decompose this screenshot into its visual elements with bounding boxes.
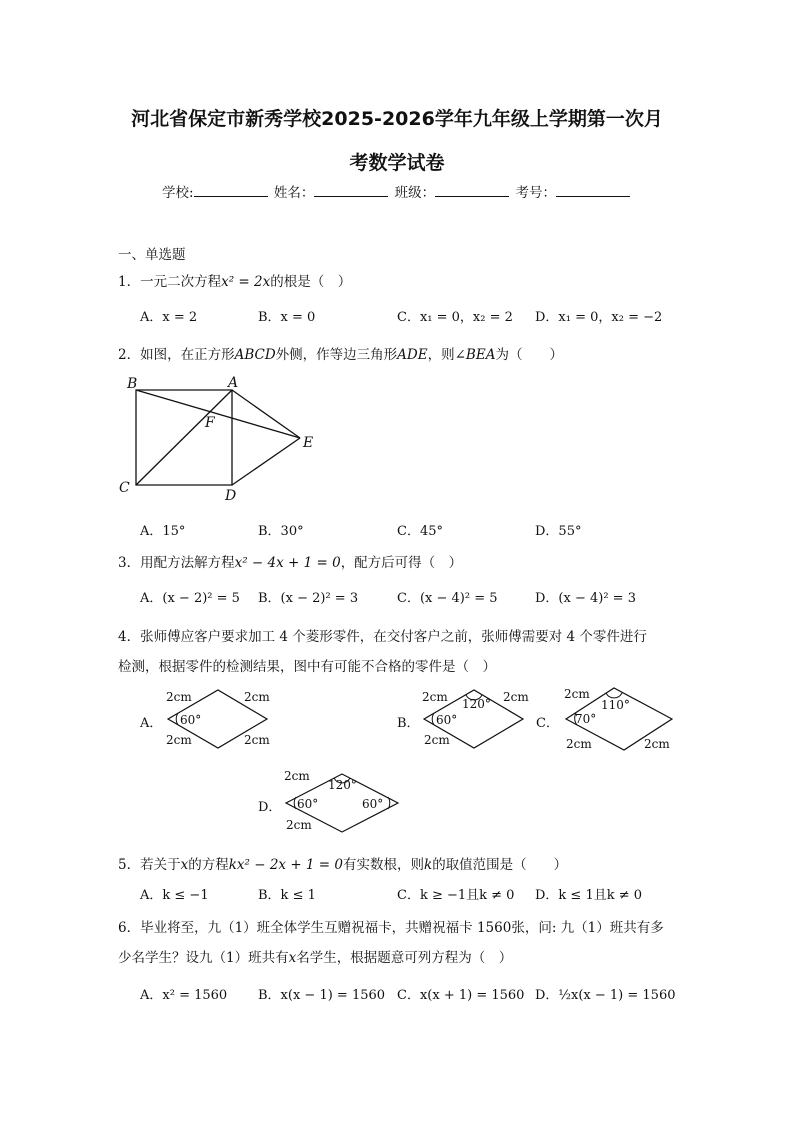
q4-option-d-rhombus[interactable] (278, 766, 404, 836)
q4-option-a-rhombus[interactable] (160, 686, 280, 756)
q4c-angle-top: 110° (601, 698, 630, 712)
q4d-angle-left: 60° (297, 797, 319, 811)
q5-var-x: x (180, 857, 189, 873)
q6-option-a[interactable]: A．x² = 1560 (140, 988, 228, 1003)
school-blank (194, 183, 268, 197)
q4b-side-2: 2cm (503, 690, 529, 704)
question-2-stem (118, 343, 563, 363)
q6-var-x: x (288, 950, 297, 966)
q4-option-b-label[interactable]: B． (397, 716, 420, 731)
segment-be (136, 390, 300, 438)
q1-option-b[interactable]: B．x = 0 (258, 310, 316, 325)
q6-option-b[interactable]: B．x(x − 1) = 1560 (258, 988, 386, 1003)
question-6-stem-line1: 6．毕业将至，九（1）班全体学生互赠祝福卡，共赠祝福卡 1560张，问: 九（1）班共有多 (118, 920, 664, 936)
q4b-side-3: 2cm (424, 733, 450, 747)
q2-stem-d: 为（ ） (495, 347, 563, 363)
label-c: C (119, 480, 130, 496)
q1-stem-pre: 1．一元二次方程 (118, 274, 222, 290)
label-b: B (127, 376, 138, 392)
q4a-side-2: 2cm (244, 690, 270, 704)
student-info-line (0, 181, 794, 201)
q5-stem-a: 5．若关于 (118, 857, 181, 873)
q4-option-b-rhombus[interactable] (416, 686, 536, 756)
q3-option-d[interactable]: D．(x − 4)² = 3 (535, 591, 636, 606)
q5-equation: kx² − 2x + 1 = 0 (228, 857, 343, 873)
q5-stem-d: 的取值范围是（ ） (432, 857, 568, 873)
q3-option-c[interactable]: C．(x − 4)² = 5 (397, 591, 498, 606)
q2-geometry-figure (110, 368, 330, 508)
q3-option-a[interactable]: A．(x − 2)² = 5 (140, 591, 240, 606)
q6-option-d[interactable]: D．½x(x − 1) = 1560 (535, 988, 676, 1003)
q2-stem-a: 2．如图，在正方形 (118, 347, 235, 363)
q2-angle-name: BEA (465, 347, 496, 363)
q4c-side-2: 2cm (566, 737, 592, 751)
name-label: 姓名： (273, 185, 315, 201)
q4d-side-1: 2cm (284, 769, 310, 783)
question-1-stem (118, 270, 351, 290)
q6-option-c[interactable]: C．x(x + 1) = 1560 (397, 988, 525, 1003)
q4b-side-1: 2cm (422, 690, 448, 704)
q1-option-a[interactable]: A．x = 2 (140, 310, 198, 325)
q3-stem-pre: 3．用配方法解方程 (118, 555, 235, 571)
q5-option-c[interactable]: C．k ≥ −1且k ≠ 0 (397, 888, 515, 903)
q3-option-b[interactable]: B．(x − 2)² = 3 (258, 591, 359, 606)
q2-option-d[interactable]: D．55° (535, 524, 582, 539)
q2-option-c[interactable]: C．45° (397, 524, 443, 539)
q2-stem-b: 外侧，作等边三角形 (275, 347, 398, 363)
page-title-line2: 考数学试卷 (349, 152, 445, 174)
q4-option-c-label[interactable]: C． (536, 716, 559, 731)
q4a-angle: 60° (180, 713, 202, 727)
q1-option-d[interactable]: D．x₁ = 0，x₂ = −2 (535, 310, 663, 325)
q4b-angle-left: 60° (436, 713, 458, 727)
label-e: E (303, 435, 314, 451)
exam-no-blank (556, 183, 630, 197)
q4d-side-2: 2cm (286, 818, 312, 832)
q4b-angle-top: 120° (462, 697, 491, 711)
q4c-angle-left: 70° (575, 712, 597, 726)
q4a-side-3: 2cm (166, 733, 192, 747)
q2-option-a[interactable]: A．15° (140, 524, 186, 539)
section-heading: 一、单选题 (118, 247, 186, 263)
class-blank (435, 183, 509, 197)
q4-option-a-label[interactable]: A． (140, 716, 163, 731)
q6-stem-a: 少名学生？设九（1）班共有 (118, 950, 289, 966)
label-d: D (225, 488, 237, 504)
q6-stem-b: 名学生，根据题意可列方程为（ ） (296, 950, 513, 966)
class-label: 班级： (394, 185, 436, 201)
q4d-angle-top: 120° (328, 778, 357, 792)
q5-stem-c: 有实数根，则 (343, 857, 424, 873)
q4-option-c-rhombus[interactable] (556, 682, 680, 758)
q4a-side-1: 2cm (166, 690, 192, 704)
q1-stem-post: 的根是（ ） (270, 274, 352, 290)
q3-stem-post: ，配方后可得（ ） (340, 555, 463, 571)
page-title-line1: 河北省保定市新秀学校2025-2026学年九年级上学期第一次月 (131, 108, 663, 130)
q1-equation: x² = 2x (221, 274, 271, 290)
q4d-angle-right: 60° (362, 797, 384, 811)
q2-option-b[interactable]: B．30° (258, 524, 304, 539)
q2-stem-c: ，则∠ (427, 347, 466, 363)
question-6-stem-line2 (118, 946, 512, 966)
q5-option-b[interactable]: B．k ≤ 1 (258, 888, 316, 903)
question-4-stem-line1: 4．张师傅应客户要求加工 4 个菱形零件，在交付客户之前，张师傅需要对 4 个零件进行 (118, 629, 647, 645)
question-5-stem (118, 853, 567, 873)
label-a: A (228, 375, 239, 391)
q4c-side-3: 2cm (644, 737, 670, 751)
name-blank (314, 183, 388, 197)
label-f: F (205, 415, 215, 431)
q1-option-c[interactable]: C．x₁ = 0，x₂ = 2 (397, 310, 513, 325)
segment-ae (232, 390, 300, 438)
q5-option-a[interactable]: A．k ≤ −1 (140, 888, 209, 903)
segment-de (232, 438, 300, 485)
q4c-side-1: 2cm (564, 687, 590, 701)
question-4-stem-line2: 检测，根据零件的检测结果，图中有可能不合格的零件是（ ） (118, 659, 496, 675)
q4a-side-4: 2cm (244, 733, 270, 747)
school-label: 学校: (162, 185, 194, 201)
q4-option-d-label[interactable]: D． (258, 800, 282, 815)
q3-equation: x² − 4x + 1 = 0 (234, 555, 341, 571)
exam-no-label: 考号： (515, 185, 556, 201)
q5-option-d[interactable]: D．k ≤ 1且k ≠ 0 (535, 888, 643, 903)
question-3-stem (118, 551, 462, 571)
q5-var-k: k (424, 857, 433, 873)
q2-square-name: ABCD (234, 347, 276, 363)
q2-triangle-name: ADE (397, 347, 428, 363)
q5-stem-b: 的方程 (188, 857, 229, 873)
